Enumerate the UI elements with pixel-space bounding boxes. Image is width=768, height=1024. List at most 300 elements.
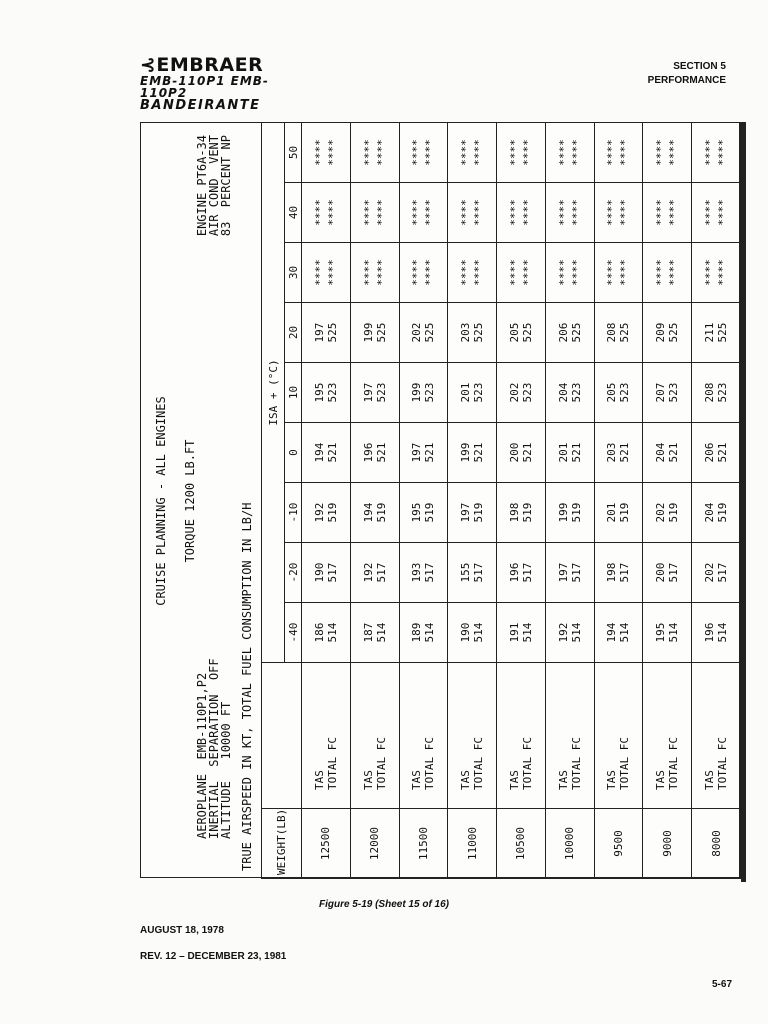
tas-value: ****: [312, 139, 326, 166]
value-cell: [302, 603, 351, 663]
value-cell: [350, 483, 399, 543]
fuel-value: 514: [520, 622, 534, 643]
fuel-value: ****: [618, 199, 632, 226]
value-cell: [545, 423, 594, 483]
tas-value: 192: [361, 562, 375, 583]
fuel-value: ****: [472, 199, 486, 226]
fuel-value: 517: [618, 562, 632, 583]
value-cell: [545, 303, 594, 363]
tas-value: 205: [605, 382, 619, 403]
fuel-label: TOTAL FC: [520, 737, 534, 790]
value-cell: [545, 122, 594, 182]
value-cell: [302, 183, 351, 243]
tas-value: ****: [556, 259, 570, 286]
row-label-cell: [692, 663, 741, 809]
value-cell: [643, 243, 692, 303]
value-cell: [643, 483, 692, 543]
value-cell: [594, 543, 643, 603]
value-cell: [302, 543, 351, 603]
fuel-value: 523: [716, 382, 730, 403]
tas-value: 203: [605, 442, 619, 463]
fuel-value: 525: [374, 322, 388, 343]
table-row: [399, 122, 448, 878]
value-cell: [350, 603, 399, 663]
value-cell: [497, 363, 546, 423]
value-cell: [302, 423, 351, 483]
fuel-value: 517: [374, 562, 388, 583]
tas-value: 199: [410, 382, 424, 403]
fuel-value: ****: [374, 199, 388, 226]
fuel-value: ****: [716, 259, 730, 286]
isa-temp-header: 40: [285, 183, 302, 243]
table-row: [350, 122, 399, 878]
fuel-value: 525: [716, 322, 730, 343]
fuel-value: 521: [667, 442, 681, 463]
value-cell: [497, 183, 546, 243]
fuel-value: 514: [716, 622, 730, 643]
tas-label: TAS: [654, 770, 668, 790]
row-label-cell: [448, 663, 497, 809]
aircraft-config: [196, 658, 232, 839]
fuel-value: 525: [618, 322, 632, 343]
tas-label: TAS: [556, 770, 570, 790]
tas-value: 191: [507, 622, 521, 643]
weight-cell: 11500: [399, 809, 448, 879]
tas-value: 202: [507, 382, 521, 403]
engine-line: AIR COND VENT: [207, 135, 221, 237]
value-cell: [497, 303, 546, 363]
fuel-value: ****: [423, 199, 437, 226]
tas-value: 189: [410, 622, 424, 643]
fuel-value: 523: [569, 382, 583, 403]
fuel-value: 517: [472, 562, 486, 583]
fuel-value: 514: [667, 622, 681, 643]
value-cell: [497, 603, 546, 663]
value-cell: [497, 122, 546, 182]
tas-value: 211: [703, 322, 717, 343]
fuel-value: 525: [325, 322, 339, 343]
torque-setting: TORQUE 1200 LB.FT: [183, 439, 197, 563]
tas-label: TAS: [703, 770, 717, 790]
value-cell: [399, 423, 448, 483]
tas-value: 196: [507, 562, 521, 583]
tas-value: 200: [507, 442, 521, 463]
fuel-value: 514: [423, 622, 437, 643]
value-cell: [302, 363, 351, 423]
value-cell: [594, 423, 643, 483]
value-cell: [448, 423, 497, 483]
isa-temp-header: -10: [285, 483, 302, 543]
tas-value: 192: [312, 502, 326, 523]
tas-value: ****: [605, 259, 619, 286]
fuel-value: ****: [423, 139, 437, 166]
tas-value: ****: [312, 199, 326, 226]
tas-label: TAS: [410, 770, 424, 790]
value-cell: [692, 423, 741, 483]
tas-value: 201: [556, 442, 570, 463]
tas-value: 197: [459, 502, 473, 523]
isa-temp-header: 0: [285, 423, 302, 483]
fuel-value: 521: [423, 442, 437, 463]
tas-value: 186: [312, 622, 326, 643]
fuel-label: TOTAL FC: [716, 737, 730, 790]
tas-label: TAS: [312, 770, 326, 790]
section-header: [648, 60, 726, 88]
value-cell: [350, 363, 399, 423]
value-cell: [643, 423, 692, 483]
tas-value: 203: [459, 322, 473, 343]
fuel-value: ****: [569, 139, 583, 166]
tas-value: 199: [556, 502, 570, 523]
tas-value: 206: [703, 442, 717, 463]
fuel-value: ****: [520, 139, 534, 166]
fuel-label: TOTAL FC: [618, 737, 632, 790]
brand-name: ⊰EMBRAER: [140, 54, 264, 76]
tas-value: 198: [605, 562, 619, 583]
value-cell: [399, 122, 448, 182]
weight-cell: 11000: [448, 809, 497, 879]
value-cell: [497, 483, 546, 543]
tas-value: 207: [654, 382, 668, 403]
brand-aircraft: BANDEIRANTE: [140, 98, 261, 113]
fuel-value: ****: [374, 259, 388, 286]
fuel-label: TOTAL FC: [374, 737, 388, 790]
issue-date: AUGUST 18, 1978: [140, 925, 224, 936]
fuel-value: ****: [520, 199, 534, 226]
value-cell: [692, 363, 741, 423]
value-cell: [448, 183, 497, 243]
tas-value: ****: [507, 259, 521, 286]
value-cell: [643, 303, 692, 363]
fuel-value: 523: [472, 382, 486, 403]
tas-value: ****: [361, 199, 375, 226]
cruise-data-table: [261, 122, 741, 879]
value-cell: [302, 122, 351, 182]
fuel-value: ****: [716, 199, 730, 226]
value-cell: [399, 183, 448, 243]
tas-value: 209: [654, 322, 668, 343]
tas-label: TAS: [361, 770, 375, 790]
tas-value: 195: [654, 622, 668, 643]
fuel-value: ****: [472, 259, 486, 286]
isa-temp-header: -20: [285, 543, 302, 603]
value-cell: [643, 183, 692, 243]
weight-cell: 12000: [350, 809, 399, 879]
brand-models: EMB-110P1 EMB-110P2: [140, 74, 269, 100]
weight-cell: 10500: [497, 809, 546, 879]
section-title: SECTION 5: [673, 61, 726, 72]
value-cell: [692, 483, 741, 543]
tas-value: ****: [361, 139, 375, 166]
fuel-value: 521: [520, 442, 534, 463]
isa-temp-header: 10: [285, 363, 302, 423]
fuel-value: ****: [569, 199, 583, 226]
tas-value: ****: [654, 199, 668, 226]
value-cell: [399, 303, 448, 363]
fuel-value: 519: [569, 502, 583, 523]
tas-value: ****: [507, 199, 521, 226]
tas-value: 204: [654, 442, 668, 463]
table-row: [594, 122, 643, 878]
fuel-value: ****: [374, 139, 388, 166]
value-cell: [399, 363, 448, 423]
fuel-value: ****: [325, 199, 339, 226]
fuel-value: 519: [325, 502, 339, 523]
value-cell: [350, 423, 399, 483]
performance-chart-frame: [140, 122, 740, 878]
tas-value: 202: [410, 322, 424, 343]
fuel-value: ****: [667, 259, 681, 286]
fuel-value: 517: [423, 562, 437, 583]
fuel-value: 525: [520, 322, 534, 343]
row-label-cell: [497, 663, 546, 809]
tas-value: 195: [312, 382, 326, 403]
tas-value: ****: [556, 139, 570, 166]
fuel-value: 523: [325, 382, 339, 403]
chart-header: [141, 123, 261, 879]
value-cell: [399, 603, 448, 663]
fuel-value: 519: [374, 502, 388, 523]
tas-value: ****: [410, 259, 424, 286]
engine-line: ENGINE PT6A-34: [195, 135, 209, 237]
fuel-value: 521: [569, 442, 583, 463]
value-cell: [350, 243, 399, 303]
fuel-value: 519: [667, 502, 681, 523]
isa-temp-header: 50: [285, 122, 302, 182]
tas-value: ****: [654, 139, 668, 166]
tas-value: 198: [507, 502, 521, 523]
fuel-value: 521: [716, 442, 730, 463]
tas-value: ****: [703, 259, 717, 286]
value-cell: [594, 303, 643, 363]
value-cell: [448, 122, 497, 182]
units-description: TRUE AIRSPEED IN KT, TOTAL FUEL CONSUMPTION IN LB/H: [240, 502, 254, 871]
tas-value: 190: [459, 622, 473, 643]
fuel-value: 525: [569, 322, 583, 343]
value-cell: [399, 243, 448, 303]
fuel-label: TOTAL FC: [569, 737, 583, 790]
section-subtitle: PERFORMANCE: [647, 75, 726, 86]
table-row: [497, 122, 546, 878]
fuel-value: ****: [472, 139, 486, 166]
value-cell: [692, 122, 741, 182]
tas-value: 194: [312, 442, 326, 463]
tas-value: ****: [605, 139, 619, 166]
fuel-label: TOTAL FC: [667, 737, 681, 790]
value-cell: [643, 122, 692, 182]
value-cell: [594, 243, 643, 303]
fuel-value: 521: [472, 442, 486, 463]
config-line: AEROPLANE EMB-110P1,P2: [195, 672, 209, 839]
weight-cell: 8000: [692, 809, 741, 879]
isa-temp-header: 30: [285, 243, 302, 303]
engine-config: [196, 135, 232, 236]
fuel-value: 514: [472, 622, 486, 643]
value-cell: [399, 483, 448, 543]
rotated-chart-content: [141, 123, 741, 879]
fuel-value: 514: [569, 622, 583, 643]
tas-label: TAS: [459, 770, 473, 790]
tas-value: ****: [654, 259, 668, 286]
page-number: 5-67: [711, 979, 732, 990]
tas-label: TAS: [507, 770, 521, 790]
tas-value: 208: [703, 382, 717, 403]
weight-cell: 9000: [643, 809, 692, 879]
value-cell: [302, 483, 351, 543]
chart-title-block: [155, 123, 196, 879]
value-cell: [497, 543, 546, 603]
fuel-value: ****: [423, 259, 437, 286]
tas-value: ****: [459, 199, 473, 226]
tas-value: 206: [556, 322, 570, 343]
fuel-value: 525: [472, 322, 486, 343]
fuel-value: 521: [325, 442, 339, 463]
table-row: [692, 122, 741, 878]
fuel-value: 525: [667, 322, 681, 343]
tas-value: ****: [312, 259, 326, 286]
value-cell: [545, 183, 594, 243]
tas-value: ****: [459, 259, 473, 286]
isa-temp-header: 20: [285, 303, 302, 363]
embraer-logo: [140, 56, 310, 113]
tas-value: 199: [361, 322, 375, 343]
tas-value: 194: [605, 622, 619, 643]
fuel-value: 521: [618, 442, 632, 463]
tas-value: 190: [312, 562, 326, 583]
tas-value: 192: [556, 622, 570, 643]
engine-line: 83 PERCENT NP: [219, 135, 233, 237]
revision-date: REV. 12 – DECEMBER 23, 1981: [140, 951, 287, 962]
fuel-value: ****: [667, 139, 681, 166]
tas-value: ****: [703, 199, 717, 226]
tas-value: 201: [459, 382, 473, 403]
table-row: [302, 122, 351, 878]
figure-caption: Figure 5-19 (Sheet 15 of 16): [318, 899, 450, 910]
tas-value: 197: [312, 322, 326, 343]
row-label-cell: [594, 663, 643, 809]
value-cell: [594, 183, 643, 243]
value-cell: [350, 543, 399, 603]
value-cell: [350, 183, 399, 243]
tas-value: 197: [556, 562, 570, 583]
row-label-cell: [643, 663, 692, 809]
fuel-label: TOTAL FC: [423, 737, 437, 790]
value-cell: [497, 423, 546, 483]
tas-value: 202: [703, 562, 717, 583]
fuel-value: 517: [520, 562, 534, 583]
tas-value: 196: [703, 622, 717, 643]
value-cell: [448, 363, 497, 423]
fuel-value: 517: [569, 562, 583, 583]
value-cell: [448, 543, 497, 603]
value-cell: [594, 363, 643, 423]
value-cell: [497, 243, 546, 303]
fuel-value: 517: [325, 562, 339, 583]
value-cell: [594, 483, 643, 543]
value-cell: [545, 363, 594, 423]
value-cell: [692, 243, 741, 303]
value-cell: [448, 603, 497, 663]
tas-value: ****: [410, 199, 424, 226]
value-cell: [448, 303, 497, 363]
table-row: [545, 122, 594, 878]
fuel-value: 523: [374, 382, 388, 403]
fuel-value: 514: [618, 622, 632, 643]
value-cell: [692, 303, 741, 363]
row-label-cell: [302, 663, 351, 809]
value-cell: [594, 122, 643, 182]
scan-edge-bar: [741, 122, 746, 882]
tas-value: ****: [605, 199, 619, 226]
fuel-value: ****: [716, 139, 730, 166]
value-cell: [643, 603, 692, 663]
tas-value: ****: [556, 199, 570, 226]
value-cell: [448, 483, 497, 543]
tas-value: ****: [361, 259, 375, 286]
value-cell: [350, 122, 399, 182]
fuel-value: 521: [374, 442, 388, 463]
tas-value: ****: [459, 139, 473, 166]
value-cell: [302, 303, 351, 363]
tas-value: 193: [410, 562, 424, 583]
table-row: [448, 122, 497, 878]
value-cell: [643, 363, 692, 423]
value-cell: [594, 603, 643, 663]
fuel-value: 517: [667, 562, 681, 583]
tas-value: 202: [654, 502, 668, 523]
tas-value: 155: [459, 562, 473, 583]
tas-label: TAS: [605, 770, 619, 790]
fuel-value: ****: [569, 259, 583, 286]
tas-value: 195: [410, 502, 424, 523]
isa-temp-header: -40: [285, 603, 302, 663]
fuel-value: ****: [667, 199, 681, 226]
tas-value: 199: [459, 442, 473, 463]
row-label-cell: [545, 663, 594, 809]
table-row: [643, 122, 692, 878]
tas-value: 194: [361, 502, 375, 523]
tas-value: 208: [605, 322, 619, 343]
tas-value: 204: [556, 382, 570, 403]
tas-value: 197: [410, 442, 424, 463]
isa-deviation-header: ISA + (°C): [262, 122, 285, 662]
tas-value: ****: [410, 139, 424, 166]
tas-value: 197: [361, 382, 375, 403]
row-label-cell: [399, 663, 448, 809]
fuel-value: ****: [325, 259, 339, 286]
fuel-value: 519: [618, 502, 632, 523]
fuel-label: TOTAL FC: [472, 737, 486, 790]
fuel-value: ****: [520, 259, 534, 286]
fuel-value: ****: [325, 139, 339, 166]
value-cell: [692, 603, 741, 663]
value-cell: [692, 543, 741, 603]
fuel-value: 519: [472, 502, 486, 523]
config-line: ALTITUDE 10000 FT: [219, 701, 233, 839]
tas-value: 196: [361, 442, 375, 463]
tas-value: 205: [507, 322, 521, 343]
tas-value: 200: [654, 562, 668, 583]
value-cell: [399, 543, 448, 603]
fuel-value: 523: [618, 382, 632, 403]
row-label-cell: [350, 663, 399, 809]
value-cell: [302, 243, 351, 303]
fuel-value: 514: [325, 622, 339, 643]
tas-value: 201: [605, 502, 619, 523]
value-cell: [692, 183, 741, 243]
fuel-value: 523: [667, 382, 681, 403]
fuel-value: ****: [618, 139, 632, 166]
